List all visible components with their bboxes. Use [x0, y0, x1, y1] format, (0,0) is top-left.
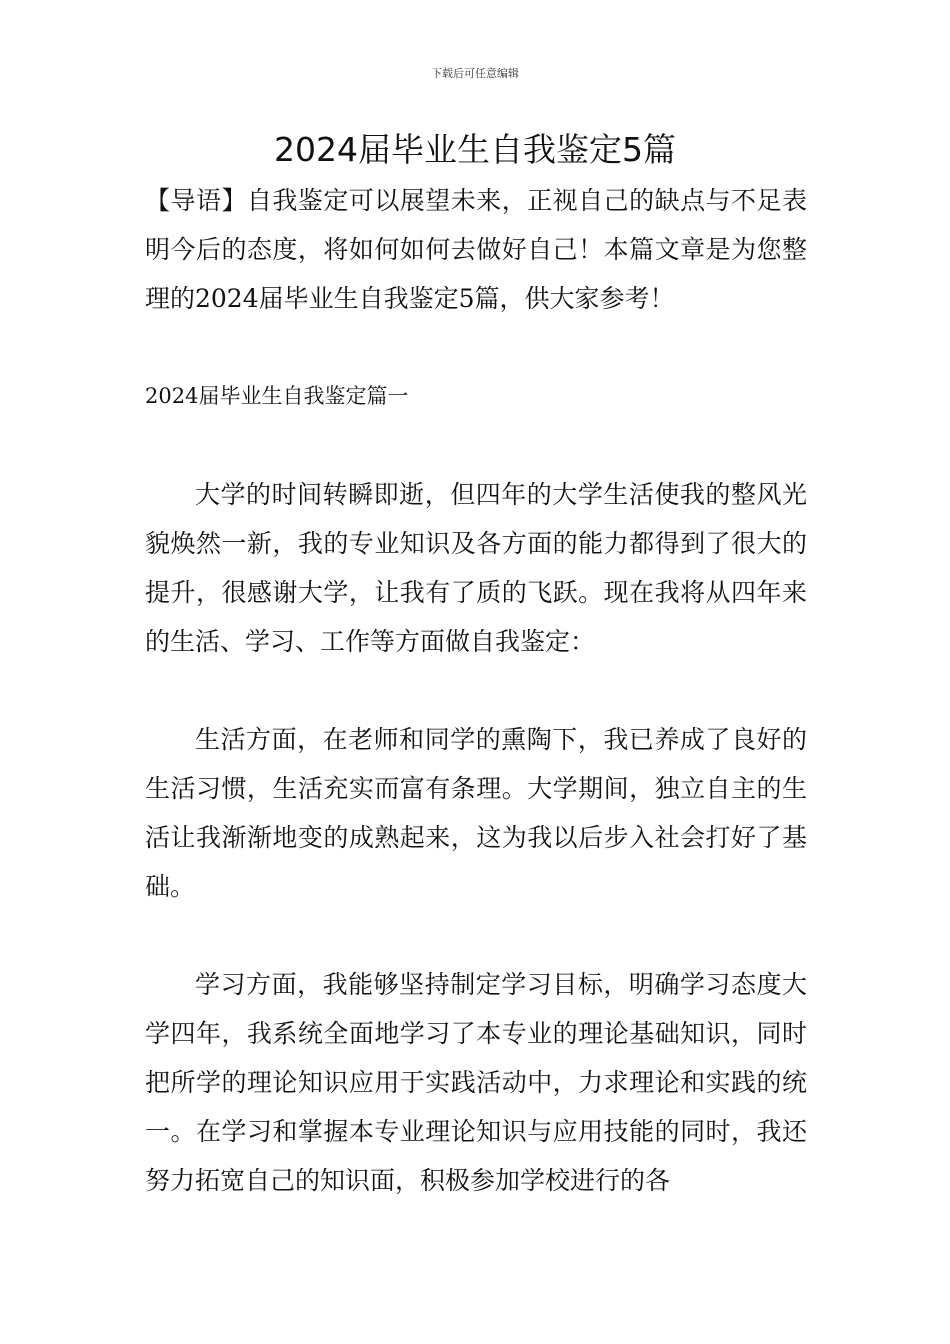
download-editable-note: 下载后可任意编辑	[431, 67, 519, 80]
body-paragraph-3: 学习方面，我能够坚持制定学习目标，明确学习态度大学四年，我系统全面地学习了本专业的理论基础知识，同时把所学的理论知识应用于实践活动中，力求理论和实践的统一。在学习和掌握本专业理论知识与应用技能的同时，我还努力拓宽自己的知识面，积极参加学校进行的各	[145, 970, 807, 1195]
document-body	[145, 176, 807, 1205]
section-heading: 2024届毕业生自我鉴定篇一	[145, 384, 409, 408]
body-paragraph-1: 大学的时间转瞬即逝，但四年的大学生活使我的整风光貌焕然一新，我的专业知识及各方面的能力都得到了很大的提升，很感谢大学，让我有了质的飞跃。现在我将从四年来的生活、学习、工作等方面做自我鉴定：	[145, 480, 807, 656]
document-title: 2024届毕业生自我鉴定5篇	[274, 130, 676, 169]
body-paragraph-2: 生活方面，在老师和同学的熏陶下，我已养成了良好的生活习惯，生活充实而富有条理。大学期间，独立自主的生活让我渐渐地变的成熟起来，这为我以后步入社会打好了基础。	[145, 725, 807, 901]
intro-paragraph: 【导语】自我鉴定可以展望未来，正视自己的缺点与不足表明今后的态度，将如何如何去做好自己！本篇文章是为您整理的2024届毕业生自我鉴定5篇，供大家参考！	[145, 186, 807, 313]
